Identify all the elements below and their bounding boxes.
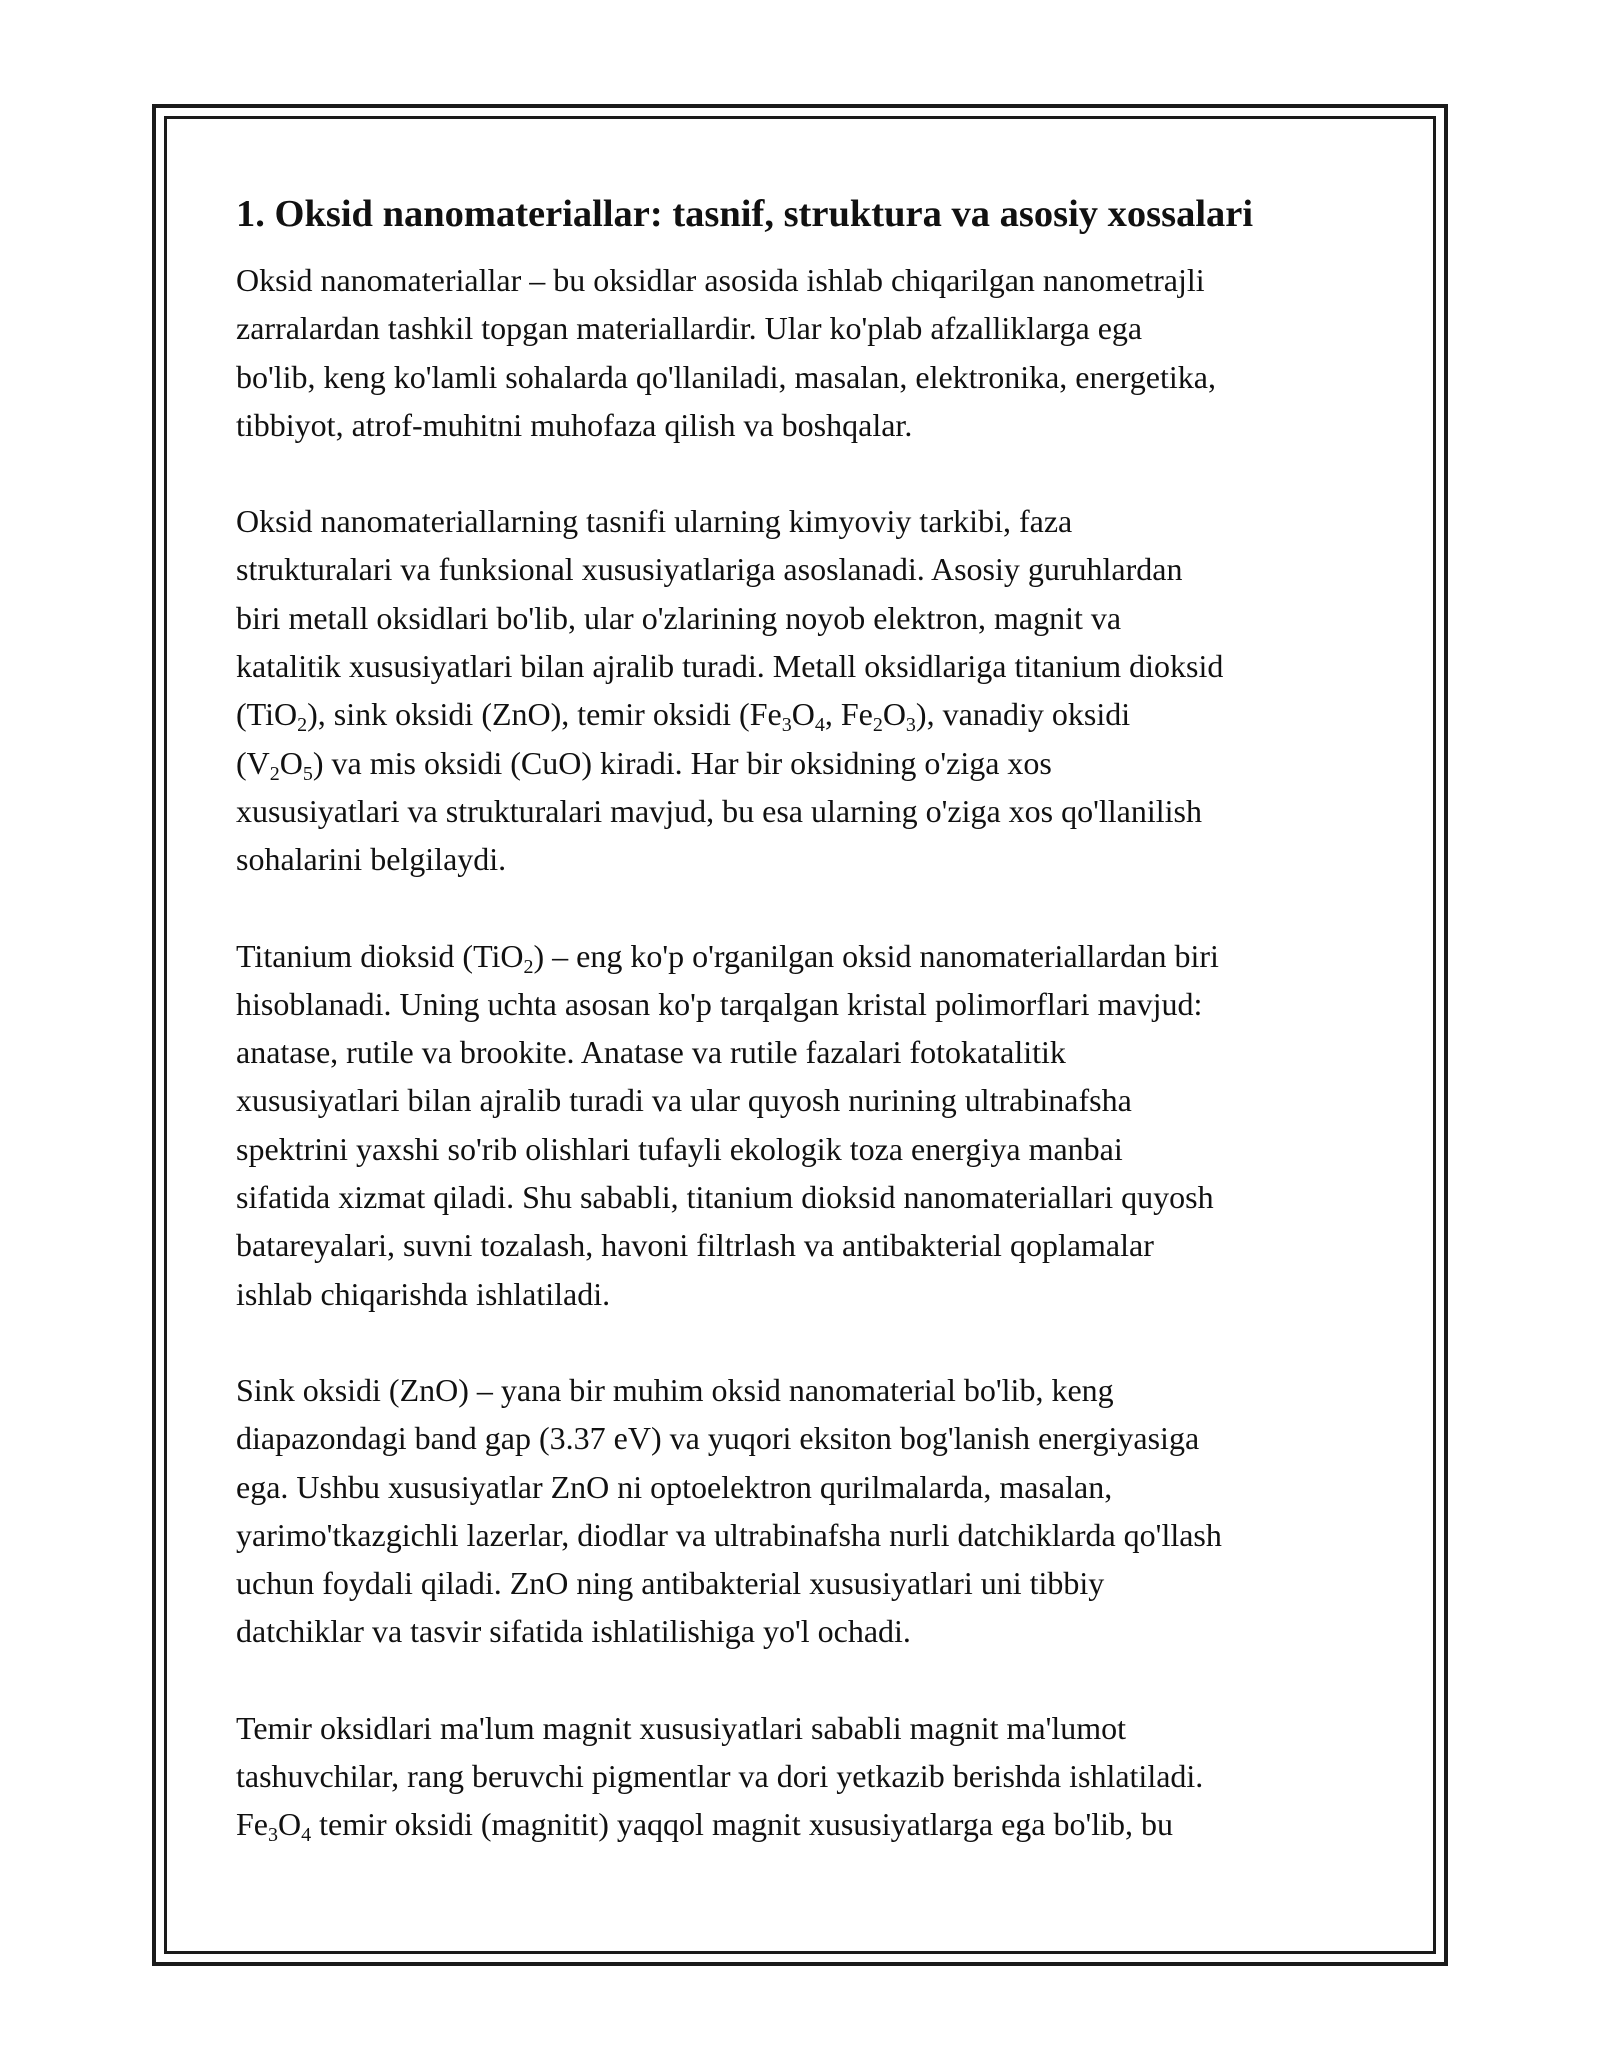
text-line (236, 1607, 1376, 1655)
text-line (236, 304, 1376, 352)
text-run: sifatida xizmat qiladi. Shu sababli, titanium dioksid nanomateriallari quyosh (236, 1179, 1214, 1216)
text-line (236, 642, 1376, 690)
text-line (236, 545, 1376, 593)
text-run: tibbiyot, atrof-muhitni muhofaza qilish va boshqalar. (236, 406, 913, 443)
text-run: O (278, 1806, 302, 1843)
text-run: Oksid nanomateriallarning tasnifi ularning kimyoviy tarkibi, faza (236, 503, 1073, 540)
text-line (236, 980, 1376, 1028)
text-run: ) – eng ko'p o'rganilgan oksid nanomateriallardan biri (533, 937, 1219, 974)
text-run: Titanium dioksid (TiO (236, 937, 524, 974)
text-run: ), sink oksidi (ZnO), temir oksidi (Fe (307, 696, 782, 733)
text-run: , Fe (824, 696, 873, 733)
text-line (236, 1076, 1376, 1124)
subscript: 3 (268, 1824, 278, 1847)
paragraph (236, 256, 1376, 449)
text-line (236, 256, 1376, 304)
paragraph (236, 497, 1376, 883)
text-run: uchun foydali qiladi. ZnO ning antibakterial xususiyatlari uni tibbiy (236, 1565, 1105, 1602)
subscript: 2 (872, 714, 883, 737)
text-line (236, 1221, 1376, 1269)
text-run: ega. Ushbu xususiyatlar ZnO ni optoelektron qurilmalarda, masalan, (236, 1468, 1113, 1505)
text-line (236, 1270, 1376, 1318)
text-line (236, 1173, 1376, 1221)
text-line (236, 1704, 1376, 1752)
text-run: biri metall oksidlari bo'lib, ular o'zlarining noyob elektron, magnit va (236, 599, 1122, 636)
text-run: yarimo'tkazgichli lazerlar, diodlar va ultrabinafsha nurli datchiklarda qo'llash (236, 1516, 1222, 1553)
text-line (236, 739, 1376, 787)
subscript: 3 (781, 714, 792, 737)
text-run: (TiO (236, 696, 298, 733)
text-run: hisoblanadi. Uning uchta asosan ko'p tarqalgan kristal polimorflari mavjud: (236, 985, 1203, 1022)
text-run: anatase, rutile va brookite. Anatase va rutile fazalari fotokatalitik (236, 1034, 1066, 1071)
text-line (236, 1414, 1376, 1462)
text-line (236, 787, 1376, 835)
text-line (236, 1125, 1376, 1173)
text-run: Temir oksidlari ma'lum magnit xususiyatlari sababli magnit ma'lumot (236, 1709, 1127, 1746)
text-run: xususiyatlari bilan ajralib turadi va ular quyosh nurining ultrabinafsha (236, 1082, 1132, 1119)
text-line (236, 1559, 1376, 1607)
text-run: sohalarini belgilaydi. (236, 841, 507, 878)
text-run: Sink oksidi (ZnO) – yana bir muhim oksid nanomaterial bo'lib, keng (236, 1371, 1114, 1408)
section-heading: 1. Oksid nanomateriallar: tasnif, struktura va asosiy xossalari (236, 193, 1254, 235)
text-run: O (791, 696, 815, 733)
subscript: 5 (302, 762, 313, 785)
subscript: 3 (905, 714, 916, 737)
text-line (236, 353, 1376, 401)
text-run: bo'lib, keng ko'lamli sohalarda qo'llaniladi, masalan, elektronika, energetika, (236, 358, 1216, 395)
paragraph (236, 1366, 1376, 1656)
text-line (236, 1366, 1376, 1414)
text-run: spektrini yaxshi so'rib olishlari tufayli ekologik toza energiya manbai (236, 1130, 1123, 1167)
text-run: katalitik xususiyatlari bilan ajralib turadi. Metall oksidlariga titanium dioksid (236, 648, 1224, 685)
text-line (236, 1463, 1376, 1511)
subscript: 2 (269, 762, 280, 785)
text-run: diapazondagi band gap (3.37 eV) va yuqori eksiton bog'lanish energiyasiga (236, 1420, 1200, 1457)
text-line (236, 1752, 1376, 1800)
text-line (236, 1800, 1376, 1848)
text-run: temir oksidi (magnitit) yaqqol magnit xususiyatlarga ega bo'lib, bu (311, 1806, 1174, 1843)
text-run: ) va mis oksidi (CuO) kiradi. Har bir oksidning o'ziga xos (312, 744, 1052, 781)
text-run: xususiyatlari va strukturalari mavjud, bu esa ularning o'ziga xos qo'llanilish (236, 792, 1202, 829)
text-line (236, 932, 1376, 980)
text-run: (V (236, 744, 270, 781)
text-line (236, 1511, 1376, 1559)
paragraph (236, 932, 1376, 1318)
document-body (236, 184, 1376, 1897)
subscript: 2 (297, 714, 308, 737)
text-line (236, 497, 1376, 545)
text-line (236, 835, 1376, 883)
paragraph-list (236, 256, 1376, 1849)
subscript: 4 (814, 714, 825, 737)
subscript: 2 (523, 955, 534, 978)
text-run: batareyalari, suvni tozalash, havoni filtrlash va antibakterial qoplamalar (236, 1227, 1154, 1264)
paragraph (236, 1704, 1376, 1849)
text-run: ishlab chiqarishda ishlatiladi. (236, 1275, 611, 1312)
text-line (236, 594, 1376, 642)
text-run: strukturalari va funksional xususiyatlariga asoslanadi. Asosiy guruhlardan (236, 551, 1183, 588)
text-run: Oksid nanomateriallar – bu oksidlar asosida ishlab chiqarilgan nanometrajli (236, 262, 1205, 298)
text-run: tashuvchilar, rang beruvchi pigmentlar va dori yetkazib berishda ishlatiladi. (236, 1758, 1204, 1795)
text-line (236, 401, 1376, 449)
text-run: O (882, 696, 906, 733)
text-run: Fe (236, 1806, 268, 1843)
text-run: O (279, 744, 303, 781)
text-run: zarralardan tashkil topgan materiallardir. Ular ko'plab afzalliklarga ega (236, 310, 1143, 347)
subscript: 4 (301, 1824, 312, 1847)
text-run: ), vanadiy oksidi (915, 696, 1131, 733)
text-run: datchiklar va tasvir sifatida ishlatilishiga yo'l ochadi. (236, 1613, 911, 1650)
text-line (236, 690, 1376, 738)
text-line (236, 1028, 1376, 1076)
